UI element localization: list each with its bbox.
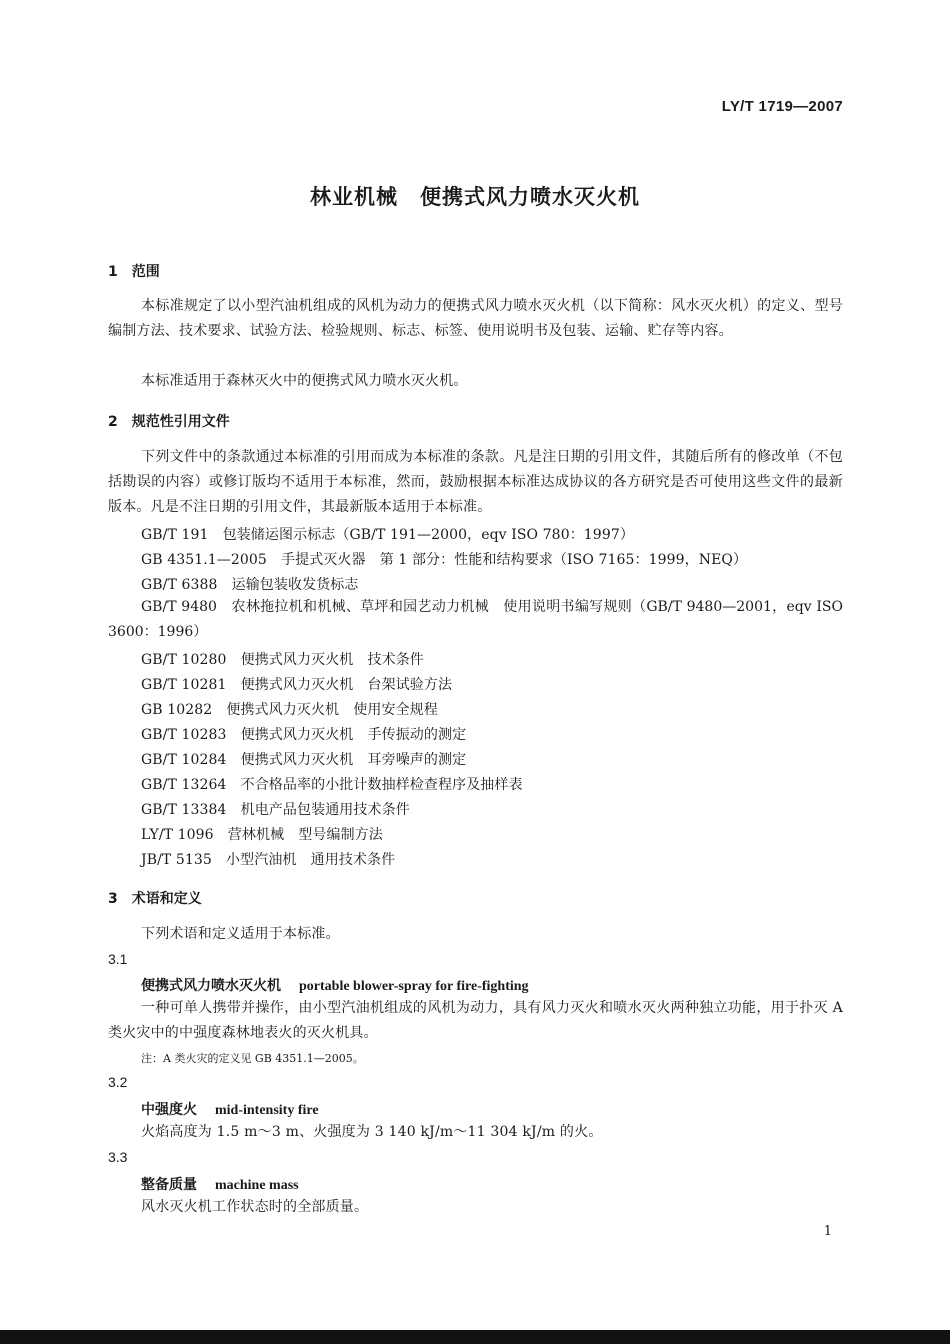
term-name-zh: 中强度火 <box>141 1102 197 1118</box>
term-number: 3.2 <box>108 1074 128 1090</box>
reference-item: GB/T 191 包装储运图示标志（GB/T 191—2000，eqv ISO 780：1997） <box>141 527 634 543</box>
reference-item: LY/T 1096 营林机械 型号编制方法 <box>141 827 383 843</box>
term-definition: 风水灭火机工作状态时的全部质量。 <box>141 1199 369 1215</box>
term-definition: 一种可单人携带并操作，由小型汽油机组成的风机为动力，具有风力灭火和喷水灭火两种独立功能，用于扑灭 A 类火灾中的中强度森林地表火的灭火机具。 <box>108 1000 843 1041</box>
section-1-paragraph-1: 本标准规定了以小型汽油机组成的风机为动力的便携式风力喷水灭火机（以下简称：风水灭火机）的定义、型号编制方法、技术要求、试验方法、检验规则、标志、标签、使用说明书及包装、运输、贮存等内容。 <box>108 298 843 339</box>
reference-item: JB/T 5135 小型汽油机 通用技术条件 <box>141 852 396 868</box>
term-name-en: portable blower-spray for fire-fighting <box>299 979 529 994</box>
reference-item: GB/T 6388 运输包装收发货标志 <box>141 577 359 593</box>
section-1-paragraph-2: 本标准适用于森林灭火中的便携式风力喷水灭火机。 <box>141 373 468 389</box>
section-2-heading: 2 规范性引用文件 <box>108 414 230 430</box>
section-3-intro: 下列术语和定义适用于本标准。 <box>141 926 340 942</box>
reference-item: GB/T 10280 便携式风力灭火机 技术条件 <box>141 652 424 668</box>
reference-item: GB/T 10284 便携式风力灭火机 耳旁噪声的测定 <box>141 752 467 768</box>
standard-code: LY/T 1719—2007 <box>721 98 843 115</box>
bottom-border-bar <box>0 1330 950 1344</box>
reference-item: GB 10282 便携式风力灭火机 使用安全规程 <box>141 702 438 718</box>
section-1-heading: 1 范围 <box>108 264 160 280</box>
reference-item: GB/T 10283 便携式风力灭火机 手传振动的测定 <box>141 727 467 743</box>
reference-item: GB/T 9480 农林拖拉机和机械、草坪和园艺动力机械 使用说明书编写规则（GB/T 9480—2001，eqv ISO 3600：1996） <box>108 599 843 640</box>
term-name-zh: 整备质量 <box>141 1177 197 1193</box>
reference-item: GB/T 10281 便携式风力灭火机 台架试验方法 <box>141 677 453 693</box>
term-number: 3.1 <box>108 951 128 967</box>
reference-item: GB/T 13384 机电产品包装通用技术条件 <box>141 802 410 818</box>
term-name-en: machine mass <box>215 1178 299 1193</box>
term-number: 3.3 <box>108 1149 128 1165</box>
page-number: 1 <box>823 1224 832 1239</box>
section-3-heading: 3 术语和定义 <box>108 891 202 907</box>
term-name-zh: 便携式风力喷水灭火机 <box>141 978 281 994</box>
section-2-intro: 下列文件中的条款通过本标准的引用而成为本标准的条款。凡是注日期的引用文件，其随后所有的修改单（不包括勘误的内容）或修订版均不适用于本标准，然而，鼓励根据本标准达成协议的各方研究是否可使用这些文件的最新版本。凡是不注日期的引用文件，其最新版本适用于本标准。 <box>108 449 843 515</box>
reference-item: GB 4351.1—2005 手提式灭火器 第 1 部分：性能和结构要求（ISO 7165：1999，NEQ） <box>141 552 748 568</box>
term-note: 注：A 类火灾的定义见 GB 4351.1—2005。 <box>141 1052 364 1065</box>
term-heading <box>141 1099 319 1119</box>
term-heading <box>141 975 529 995</box>
document-title: 林业机械 便携式风力喷水灭火机 <box>310 185 640 209</box>
term-name-en: mid-intensity fire <box>215 1103 319 1118</box>
reference-item: GB/T 13264 不合格品率的小批计数抽样检查程序及抽样表 <box>141 777 523 793</box>
term-heading <box>141 1174 299 1194</box>
term-definition: 火焰高度为 1.5 m～3 m、火强度为 3 140 kJ/m～11 304 kJ/m 的火。 <box>141 1124 603 1140</box>
